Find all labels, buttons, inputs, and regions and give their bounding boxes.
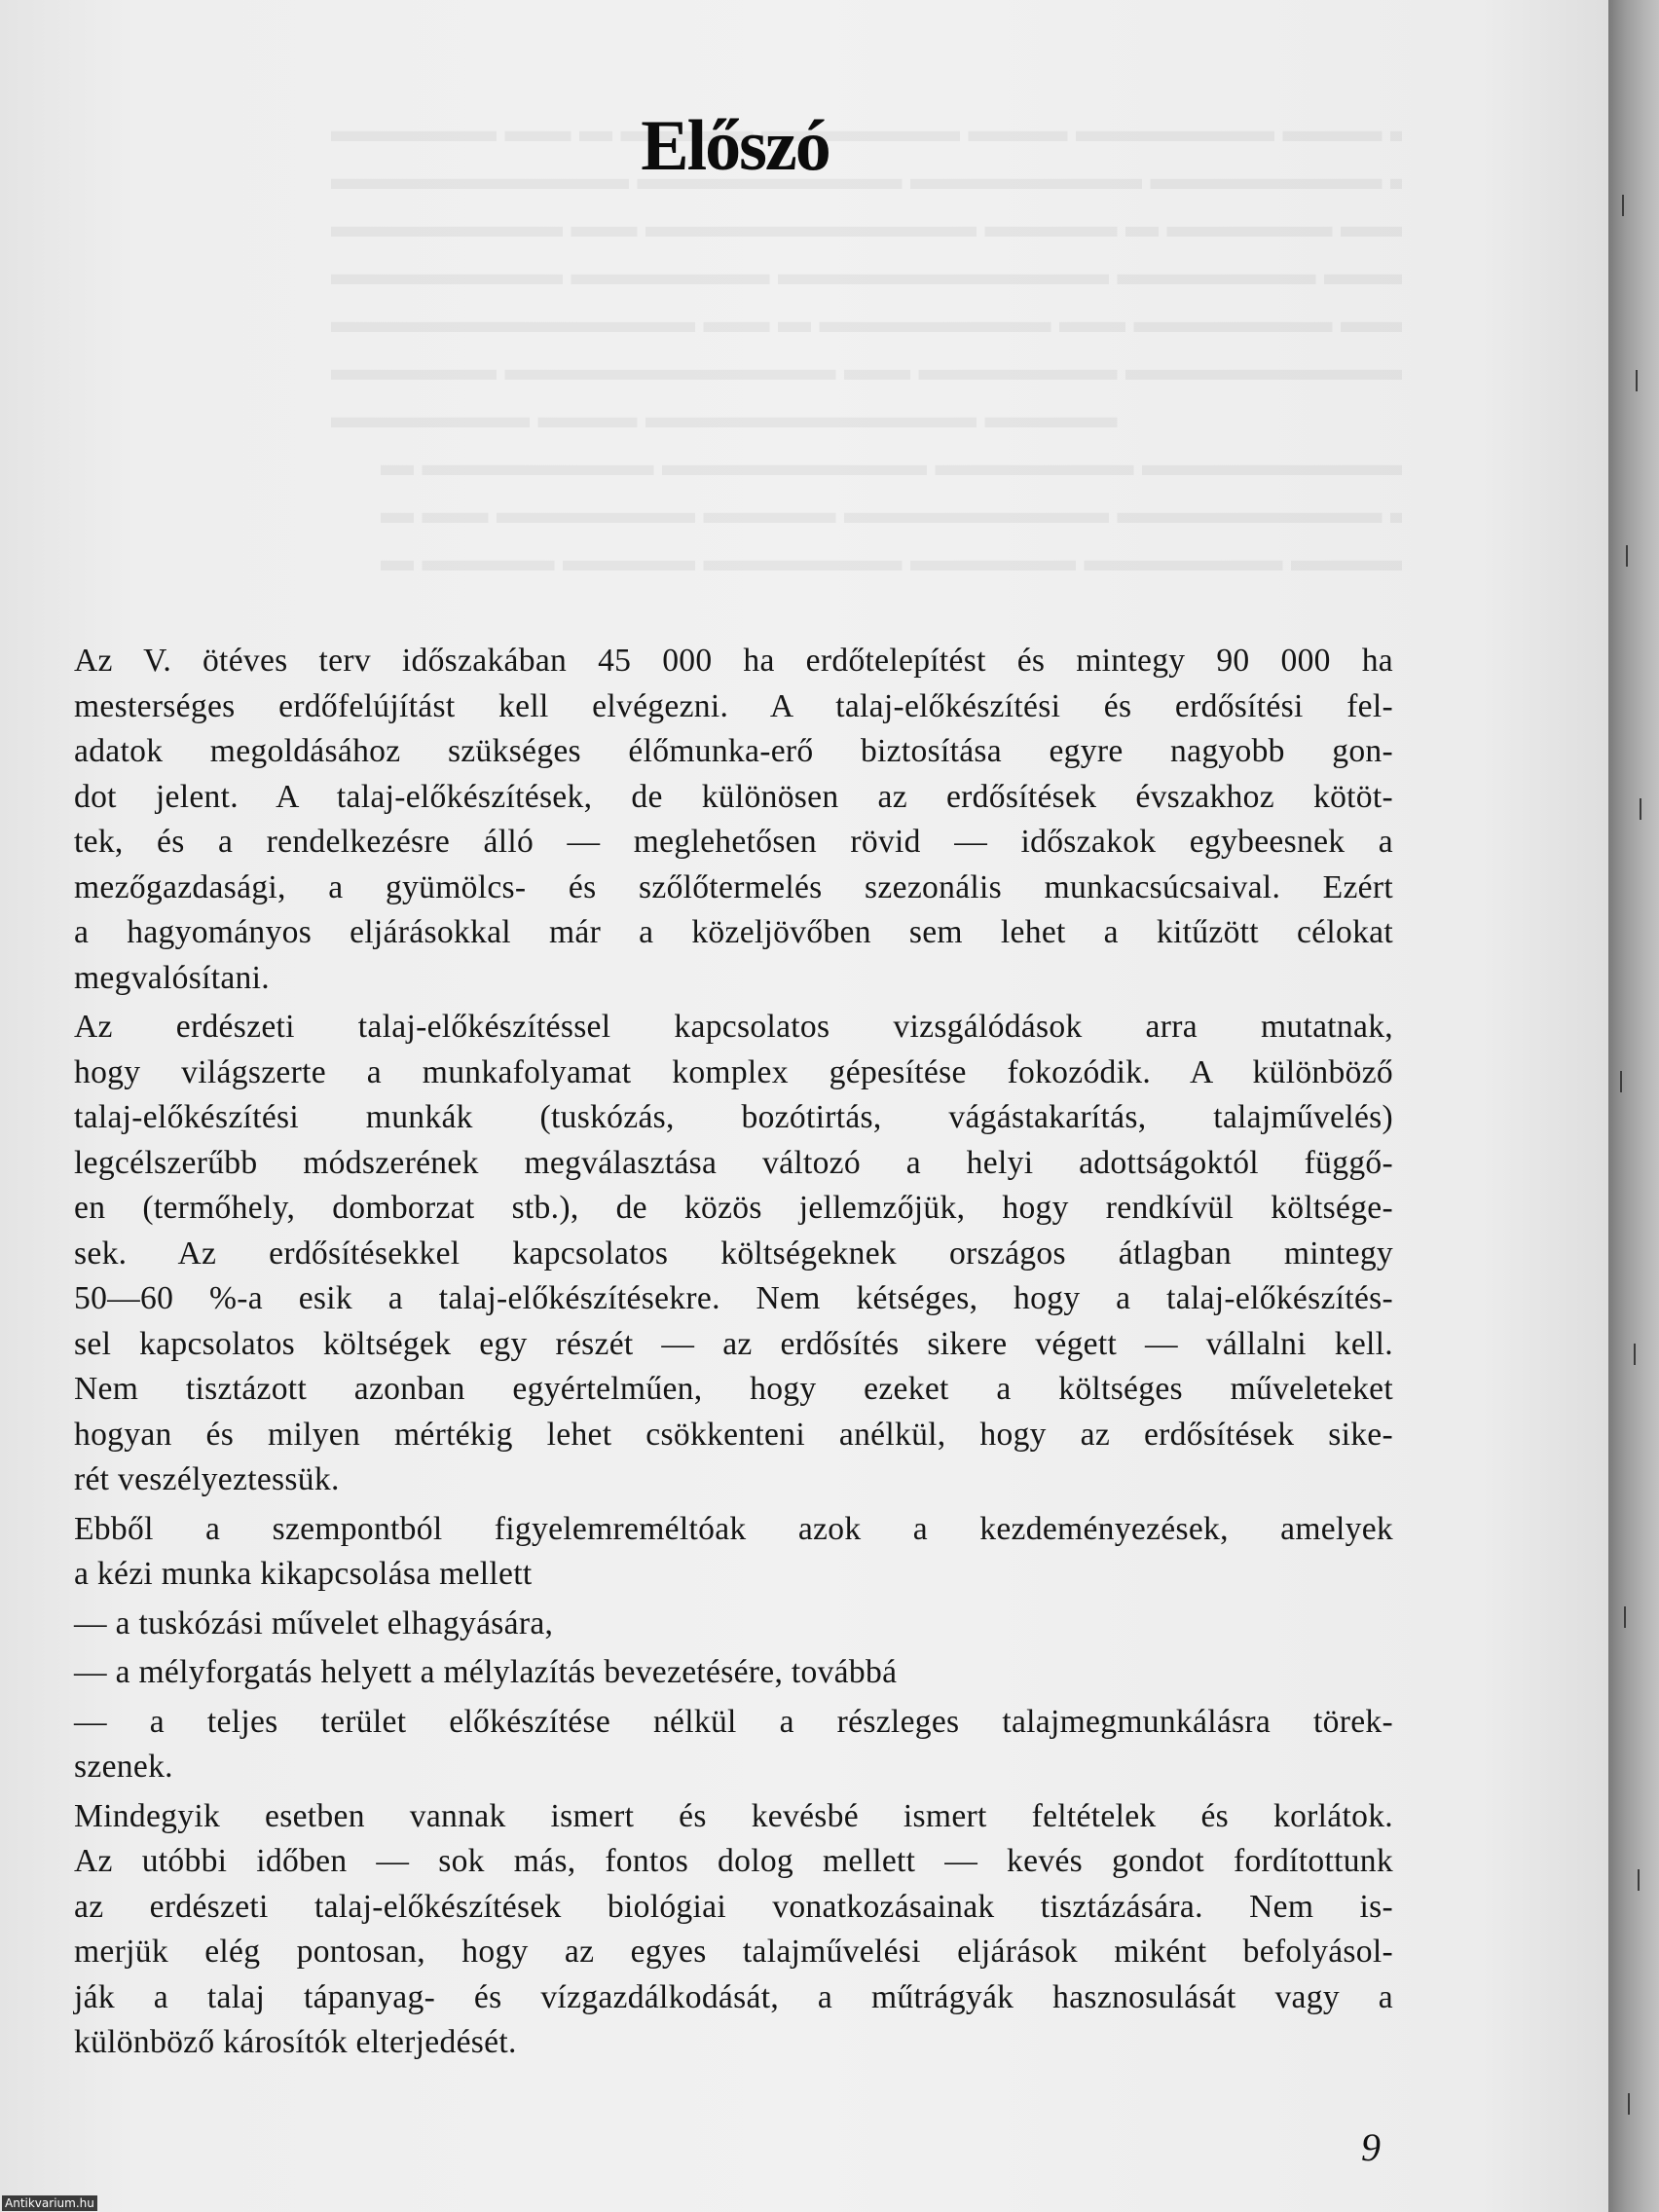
book-spine-edge xyxy=(1608,0,1659,2212)
text-line: sel kapcsolatos költségek egy részét — az erdősítés sikere végett — vállalni kell. xyxy=(74,1325,1393,1362)
page-number: 9 xyxy=(1361,2125,1381,2169)
text-line: a hagyományos eljárásokkal már a közeljövőben sem lehet a kitűzött célokat xyxy=(74,914,1393,950)
text-line: Az V. ötéves terv időszakában 45 000 ha erdőtelepítést és mintegy 90 000 ha xyxy=(74,643,1393,679)
text-line: sek. Az erdősítésekkel kapcsolatos költségeknek országos átlagban mintegy xyxy=(74,1235,1393,1272)
list-item-dash: — a tuskózási művelet elhagyására, xyxy=(74,1604,554,1641)
text-line: mezőgazdasági, a gyümölcs- és szőlőtermelés szezonális munkacsúcsaival. Ezért xyxy=(74,868,1393,905)
text-line: Ebből a szempontból figyelemreméltóak azok a kezdeményezések, amelyek xyxy=(74,1510,1393,1547)
text-line: ják a talaj tápanyag- és vízgazdálkodását, a műtrágyák hasznosulását vagy a xyxy=(74,1978,1393,2015)
watermark: Antikvarium.hu xyxy=(2,2195,97,2211)
text-line: a kézi munka kikapcsolása mellett xyxy=(74,1556,533,1592)
text-line: talaj-előkészítési munkák (tuskózás, bozótirtás, vágástakarítás, talajművelés) xyxy=(74,1099,1393,1135)
text-line: merjük elég pontosan, hogy az egyes talajművelési eljárások miként befolyásol- xyxy=(74,1934,1393,1970)
text-line: hogy világszerte a munkafolyamat komplex gépesítése fokozódik. A különböző xyxy=(74,1053,1393,1090)
text-line: szenek. xyxy=(74,1749,173,1785)
body-text xyxy=(74,639,1393,2066)
text-line: en (termőhely, domborzat stb.), de közös jellemzőjük, hogy rendkívül költsége- xyxy=(74,1190,1393,1226)
list-item-dash: — a teljes terület előkészítése nélkül a részleges talajmegmunkálásra törek- xyxy=(74,1703,1393,1740)
text-line: dot jelent. A talaj-előkészítések, de különösen az erdősítések évszakhoz kötöt- xyxy=(74,778,1393,815)
text-line: megvalósítani. xyxy=(74,959,270,996)
text-line: mesterséges erdőfelújítást kell elvégezni. A talaj-előkészítési és erdősítési fel- xyxy=(74,687,1393,724)
text-line: legcélszerűbb módszerének megválasztása változó a helyi adottságoktól függő- xyxy=(74,1144,1393,1181)
text-line: az erdészeti talaj-előkészítések biológiai vonatkozásainak tisztázására. Nem is- xyxy=(74,1888,1393,1925)
text-line: Nem tisztázott azonban egyértelműen, hogy ezeket a költséges műveleteket xyxy=(74,1371,1393,1407)
page-title: Előszó xyxy=(641,106,830,186)
text-line: rét veszélyeztessük. xyxy=(74,1461,340,1497)
text-line: Mindegyik esetben vannak ismert és kevésbé ismert feltételek és korlátok. xyxy=(74,1797,1393,1834)
text-line: tek, és a rendelkezésre álló — meglehetősen rövid — időszakok egybeesnek a xyxy=(74,824,1393,860)
text-line: különböző károsítók elterjedését. xyxy=(74,2024,517,2060)
list-item-dash: — a mélyforgatás helyett a mélylazítás bevezetésére, továbbá xyxy=(74,1654,898,1690)
text-line: adatok megoldásához szükséges élőmunka-erő biztosítása egyre nagyobb gon- xyxy=(74,733,1393,769)
text-line: Az erdészeti talaj-előkészítéssel kapcsolatos vizsgálódások arra mutatnak, xyxy=(74,1009,1393,1045)
text-line: Az utóbbi időben — sok más, fontos dolog mellett — kevés gondot fordítottunk xyxy=(74,1843,1393,1879)
text-line: 50—60 %-a esik a talaj-előkészítésekre. Nem kétséges, hogy a talaj-előkészítés- xyxy=(74,1280,1393,1316)
text-line: hogyan és milyen mértékig lehet csökkenteni anélkül, hogy az erdősítések sike- xyxy=(74,1416,1393,1453)
